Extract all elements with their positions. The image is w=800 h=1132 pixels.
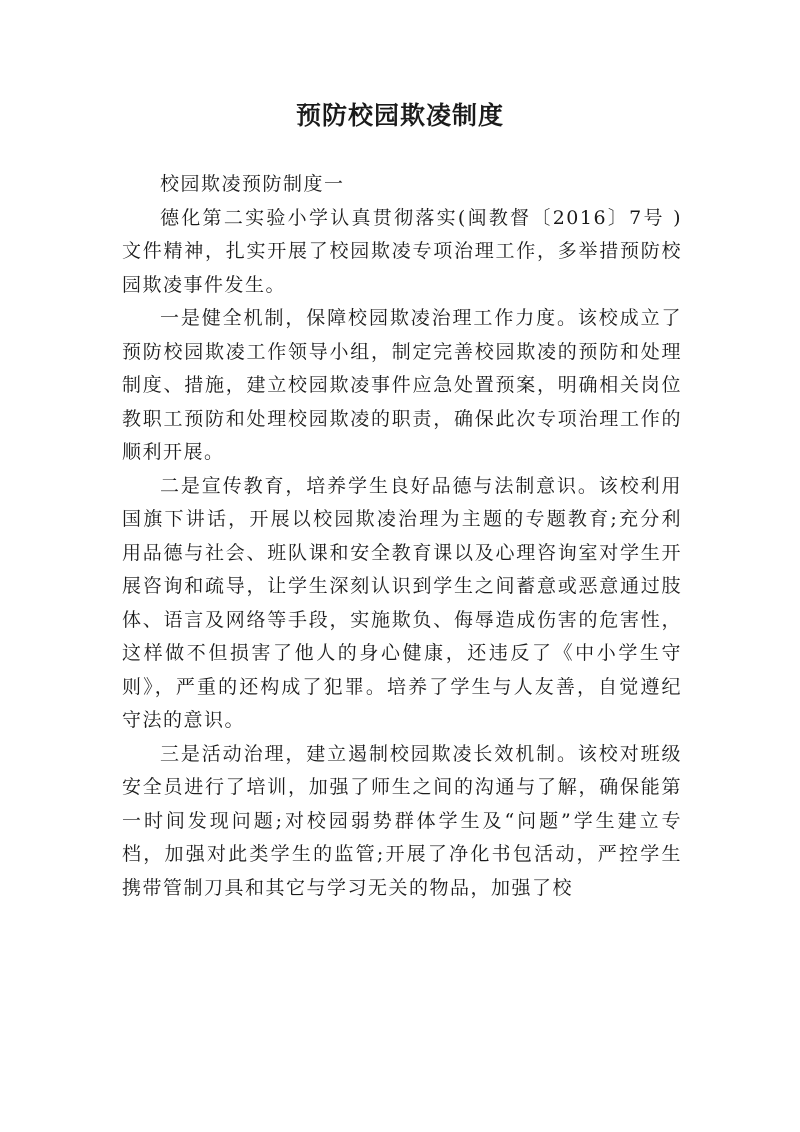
section-heading: 校园欺凌预防制度一	[160, 173, 345, 195]
paragraph-activities: 三是活动治理，建立遏制校园欺凌长效机制。该校对班级安全员进行了培训，加强了师生之间的沟通与了解，确保能第一时间发现问题;对校园弱势群体学生及“问题”学生建立专档，加强对此类学生的监管;开展了净化书包活动，严控学生携带管制刀具和其它与学习无关的物品，加强了校	[122, 742, 682, 899]
document-body	[122, 168, 682, 905]
paragraph-education: 二是宣传教育，培养学生良好品德与法制意识。该校利用国旗下讲话，开展以校园欺凌治理为主题的专题教育;充分利用品德与社会、班队课和安全教育课以及心理咨询室对学生开展咨询和疏导，让学生深刻认识到学生之间蓄意或恶意通过肢体、语言及网络等手段，实施欺负、侮辱造成伤害的危害性，这样做不但损害了他人的身心健康，还违反了《中小学生守则》，严重的还构成了犯罪。培养了学生与人友善，自觉遵纪守法的意识。	[122, 474, 682, 731]
paragraph-intro: 德化第二实验小学认真贯彻落实(闽教督〔2016〕7号 )文件精神，扎实开展了校园欺凌专项治理工作，多举措预防校园欺凌事件发生。	[122, 206, 682, 296]
paragraph-mechanism: 一是健全机制，保障校园欺凌治理工作力度。该校成立了预防校园欺凌工作领导小组，制定完善校园欺凌的预防和处理制度、措施，建立校园欺凌事件应急处置预案，明确相关岗位教职工预防和处理校园欺凌的职责，确保此次专项治理工作的顺利开展。	[122, 307, 682, 463]
document-title: 预防校园欺凌制度	[295, 101, 504, 130]
